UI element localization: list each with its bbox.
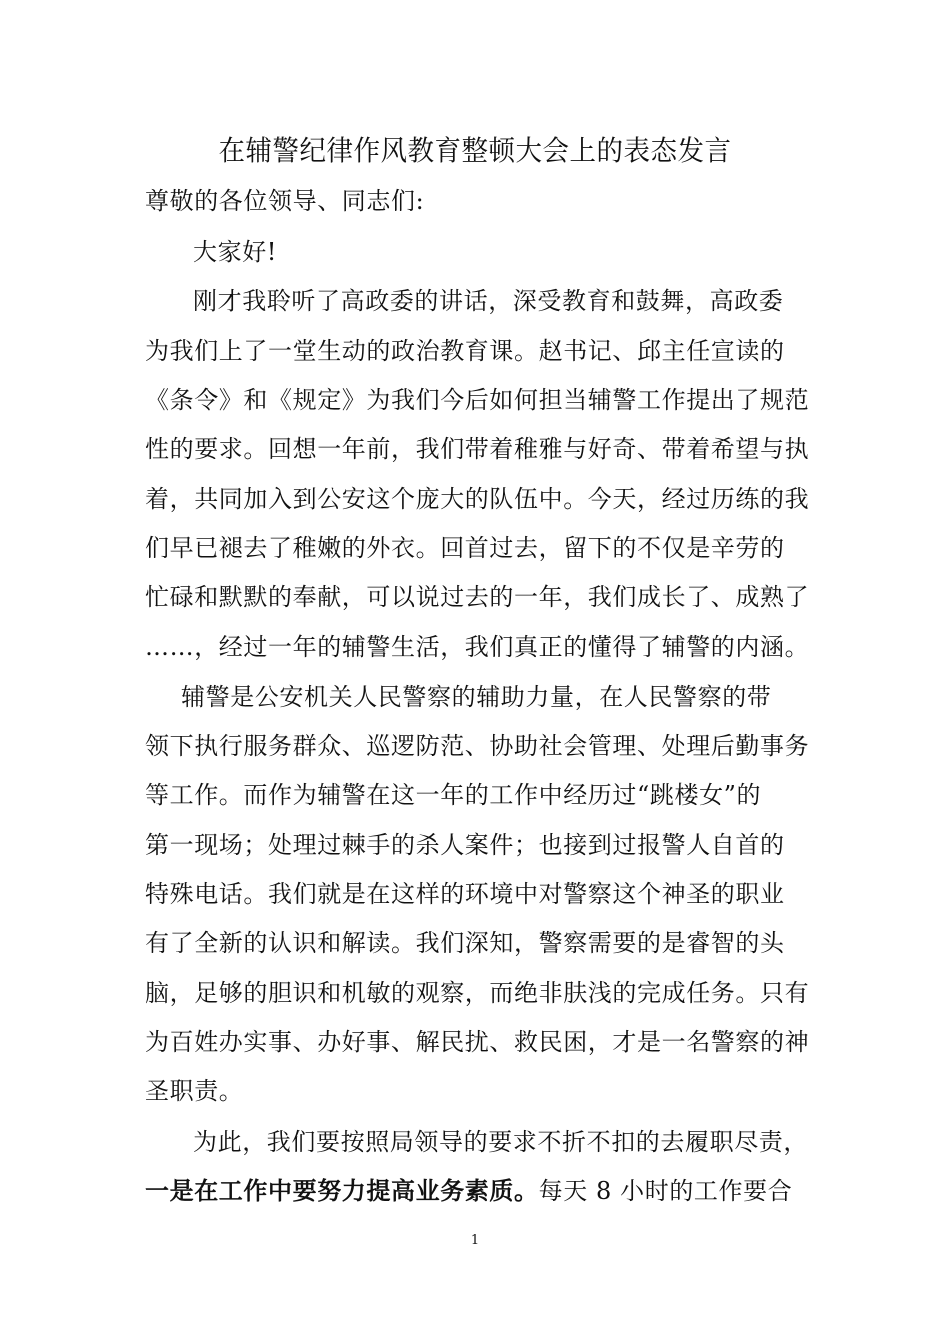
paragraph-2-line: 第一现场；处理过棘手的杀人案件；也接到过报警人自首的 bbox=[145, 831, 785, 859]
bold-emphasis: 一是在工作中要努力提高业务素质。 bbox=[145, 1177, 539, 1205]
paragraph-3-line: 为此，我们要按照局领导的要求不折不扣的去履职尽责， bbox=[193, 1128, 808, 1156]
salutation: 尊敬的各位领导、同志们: bbox=[145, 187, 425, 215]
document-title: 在辅警纪律作风教育整顿大会上的表态发言 bbox=[218, 134, 732, 167]
paragraph-3-text: 每天 8 小时的工作要合 bbox=[538, 1177, 793, 1205]
paragraph-2-line: 圣职责。 bbox=[145, 1077, 244, 1105]
paragraph-2-line: 等工作。而作为辅警在这一年的工作中经历过“跳楼女”的 bbox=[145, 781, 762, 809]
paragraph-1-line: 刚才我聆听了高政委的讲话，深受教育和鼓舞，高政委 bbox=[193, 287, 784, 315]
paragraph-2-line: 为百姓办实事、办好事、解民扰、救民困，才是一名警察的神 bbox=[145, 1028, 810, 1056]
paragraph-1-line: 性的要求。回想一年前，我们带着稚雅与好奇、带着希望与执 bbox=[145, 435, 810, 463]
greeting: 大家好! bbox=[193, 238, 278, 266]
page-number: 1 bbox=[470, 1233, 480, 1248]
paragraph-2-line: 辅警是公安机关人民警察的辅助力量，在人民警察的带 bbox=[181, 683, 772, 711]
paragraph-1-line: 忙碌和默默的奉献，可以说过去的一年，我们成长了、成熟了 bbox=[145, 583, 810, 611]
paragraph-1-line: 们早已褪去了稚嫩的外衣。回首过去，留下的不仅是辛劳的 bbox=[145, 534, 785, 562]
paragraph-2-line: 有了全新的认识和解读。我们深知，警察需要的是睿智的头 bbox=[145, 929, 785, 957]
paragraph-1-line: 着，共同加入到公安这个庞大的队伍中。今天，经过历练的我 bbox=[145, 485, 810, 513]
paragraph-2-line: 领下执行服务群众、巡逻防范、协助社会管理、处理后勤事务 bbox=[145, 732, 810, 760]
paragraph-3-line bbox=[145, 1174, 792, 1208]
paragraph-1-line: 为我们上了一堂生动的政治教育课。赵书记、邱主任宣读的 bbox=[145, 337, 785, 365]
paragraph-1-line: ……，经过一年的辅警生活，我们真正的懂得了辅警的内涵。 bbox=[145, 633, 810, 661]
paragraph-1-line: 《条令》和《规定》为我们今后如何担当辅警工作提出了规范 bbox=[145, 386, 810, 414]
paragraph-2-line: 特殊电话。我们就是在这样的环境中对警察这个神圣的职业 bbox=[145, 880, 785, 908]
paragraph-2-line: 脑，足够的胆识和机敏的观察，而绝非肤浅的完成任务。只有 bbox=[145, 979, 810, 1007]
